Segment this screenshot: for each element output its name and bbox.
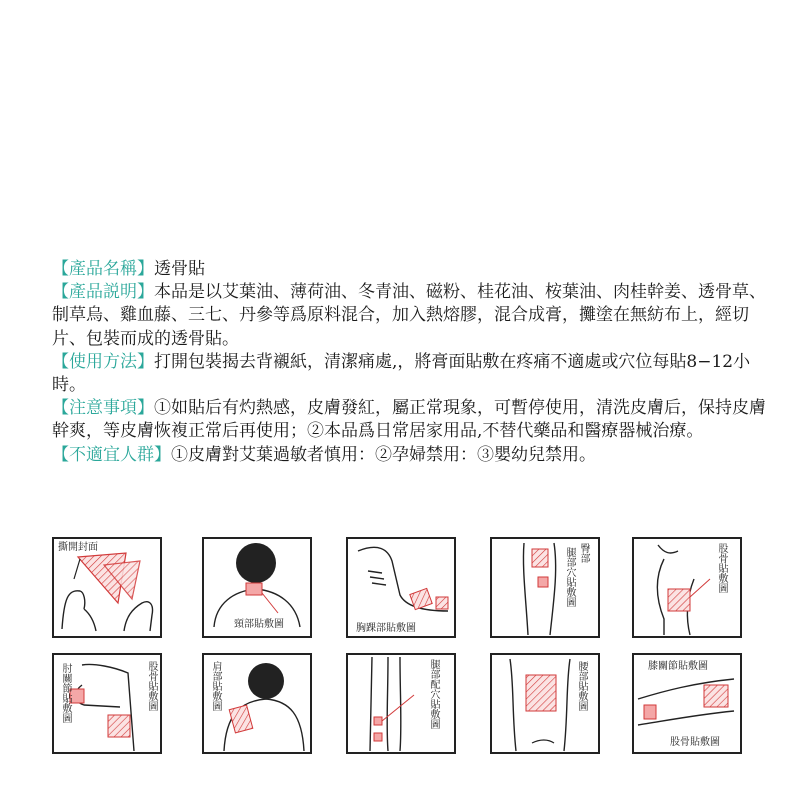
panel-elbow	[52, 653, 162, 754]
section-title: 不適宜人群	[69, 444, 154, 465]
panel-knee	[632, 653, 742, 754]
section-usage: 【使用方法】打開包裝揭去背襯紙，清潔痛處,，將膏面貼敷在疼痛不適處或穴位每貼8−12小時。	[52, 351, 751, 396]
panel-caption: 腿部配穴貼敷圖	[428, 659, 439, 729]
panel-leg-points	[490, 537, 600, 638]
panel-caption: 撕開封面	[58, 542, 98, 553]
section-contraindications: 【不適宜人群】①皮膚對艾葉過敏者慎用：②孕婦禁用：③嬰幼兒禁用。	[52, 444, 596, 465]
panel-caption: 腿部穴貼敷圖	[564, 547, 575, 607]
panel-tear-open	[52, 537, 162, 638]
ankle-illustration	[348, 539, 454, 636]
application-diagram-grid	[52, 537, 764, 765]
panel-femur	[632, 537, 742, 638]
section-body: 本品是以艾葉油、薄荷油、冬青油、磁粉、桂花油、桉葉油、肉桂幹姜、透骨草、制草烏、雞血藤、三七、丹參等爲原料混合，加入熱熔膠，混合成膏，攤塗在無紡布上，經切片、包裝而成的透骨貼。	[52, 282, 766, 349]
panel-waist	[490, 653, 600, 754]
panel-caption: 胸踝部貼敷圖	[356, 623, 416, 634]
section-precautions: 【注意事項】①如貼后有灼熱感，皮膚發紅，屬正常現象，可暫停使用，清洗皮膚后，保持皮膚幹爽，等皮膚恢複正常后再使用；②本品爲日常居家用品,不替代藥品和醫療器械治療。	[52, 398, 766, 442]
panel-caption: 膝關節貼敷圖	[648, 661, 708, 672]
section-title: 產品説明	[69, 282, 137, 303]
panel-ankle	[346, 537, 456, 638]
panel-shoulder	[202, 653, 312, 754]
section-title: 產品名稱	[69, 259, 137, 279]
section-body: 打開包裝揭去背襯紙，清潔痛處,，將膏面貼敷在疼痛不適處或穴位每貼8−12小時。	[52, 351, 751, 396]
panel-caption: 臀部	[578, 543, 589, 563]
section-product-name: 【產品名稱】透骨貼	[52, 259, 205, 279]
panel-caption: 肘關節貼敷圖	[60, 663, 71, 723]
panel-caption: 肩部貼敷圖	[210, 661, 221, 711]
panel-caption: 股骨貼敷圖	[716, 543, 727, 593]
panel-neck	[202, 537, 312, 638]
section-body: 透骨貼	[154, 259, 205, 279]
panel-leg-acupoints	[346, 653, 456, 754]
panel-caption: 頸部貼敷圖	[234, 619, 284, 630]
panel-caption: 腰部貼敷圖	[576, 661, 587, 711]
section-body: ①皮膚對艾葉過敏者慎用：②孕婦禁用：③嬰幼兒禁用。	[171, 444, 596, 465]
section-title: 使用方法	[69, 351, 137, 372]
product-description	[52, 258, 782, 467]
panel-caption: 股骨貼敷圖	[146, 661, 157, 711]
section-product-info: 【產品説明】本品是以艾葉油、薄荷油、冬青油、磁粉、桂花油、桉葉油、肉桂幹姜、透骨草、制草烏、雞血藤、三七、丹參等爲原料混合，加入熱熔膠，混合成膏，攤塗在無紡布上，經切片、包裝而成的透骨貼。	[52, 282, 766, 349]
section-title: 注意事項	[69, 398, 137, 419]
section-body: ①如貼后有灼熱感，皮膚發紅，屬正常現象，可暫停使用，清洗皮膚后，保持皮膚幹爽，等皮膚恢複正常后再使用；②本品爲日常居家用品,不替代藥品和醫療器械治療。	[52, 398, 766, 442]
hands-illustration	[54, 539, 160, 636]
panel-caption: 股骨貼敷圖	[670, 737, 720, 748]
